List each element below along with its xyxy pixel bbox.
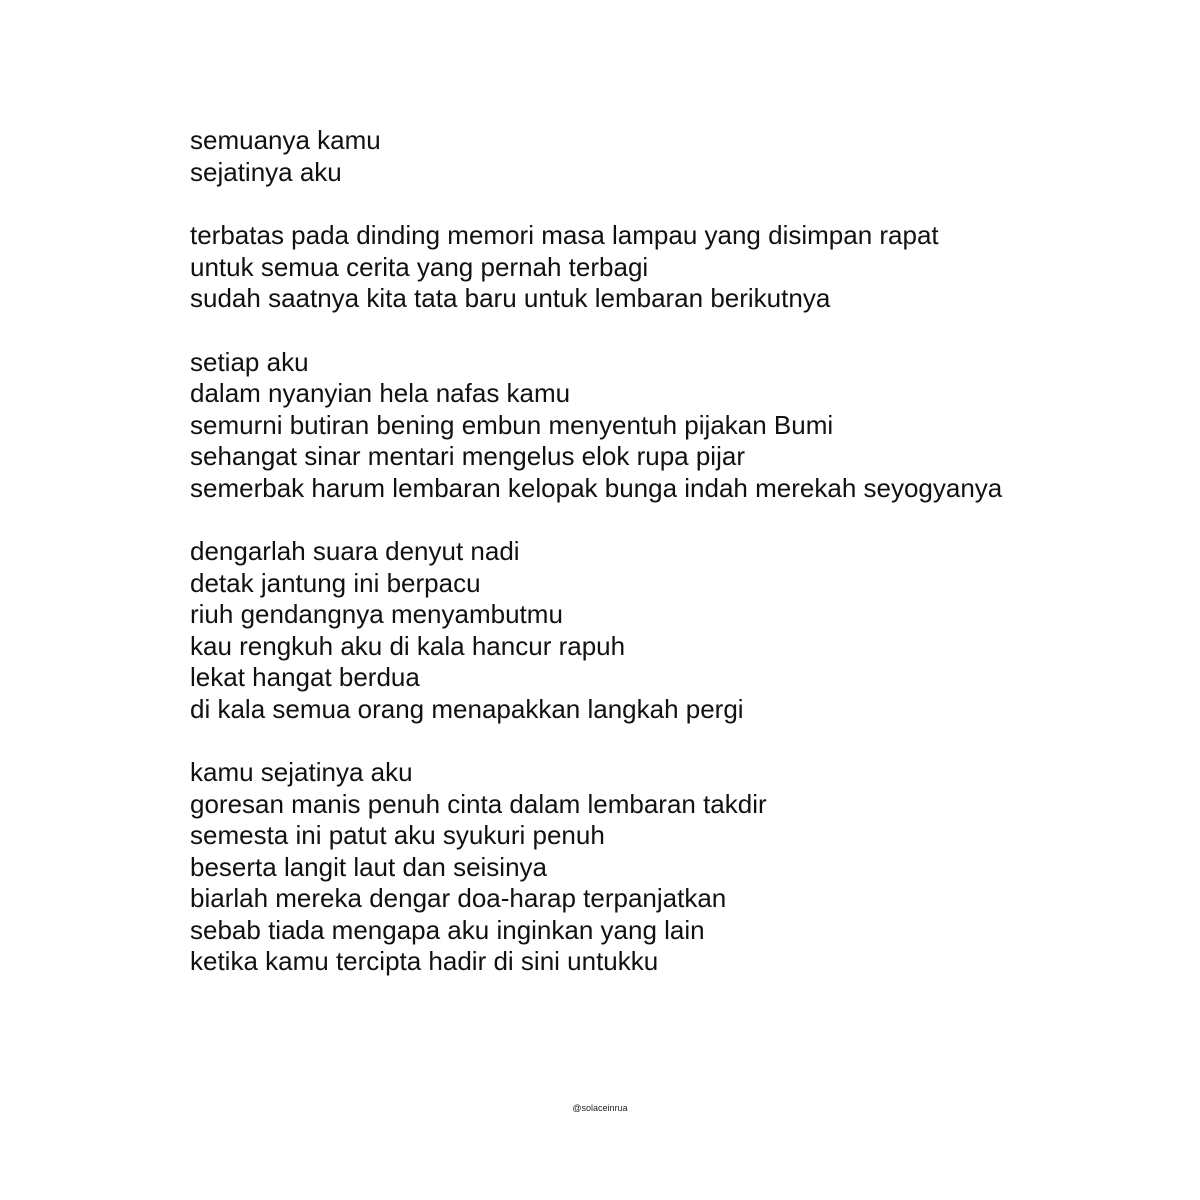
poem-line: beserta langit laut dan seisinya [190,851,548,882]
stanza-4 [190,536,1150,725]
stanza-1 [190,125,1150,188]
poem-line: dengarlah suara denyut nadi [190,536,520,566]
poem-line: semuanya kamu [190,125,381,155]
poem-line: terbatas pada dinding memori masa lampau yang disimpan rapat [190,220,939,250]
poem-line: sudah saatnya kita tata baru untuk lembaran berikutnya [190,283,831,313]
poem-line: semurni butiran bening embun menyentuh pijakan Bumi [190,409,834,440]
poem-line: untuk semua cerita yang pernah terbagi [190,251,649,282]
poem-line: sebab tiada mengapa aku inginkan yang lain [190,914,705,945]
poem-line: semesta ini patut aku syukuri penuh [190,820,605,850]
poem-line: sejatinya aku [190,156,342,187]
poem-line: kamu sejatinya aku [190,757,413,787]
poem-line: setiap aku [190,346,309,377]
stanza-5 [190,757,1150,978]
author-handle: @solaceinrua [572,1103,628,1113]
poem-line: semerbak harum lembaran kelopak bunga indah merekah seyogyanya [190,472,1003,503]
poem [190,125,1150,1010]
poem-line: dalam nyanyian hela nafas kamu [190,378,571,408]
poem-line: detak jantung ini berpacu [190,567,481,598]
poem-line: riuh gendangnya menyambutmu [190,599,563,629]
poem-line: sehangat sinar mentari mengelus elok rupa pijar [190,441,745,471]
poem-line: kau rengkuh aku di kala hancur rapuh [190,630,626,661]
poem-line: di kala semua orang menapakkan langkah pergi [190,693,744,724]
poem-line: biarlah mereka dengar doa-harap terpanjatkan [190,883,727,913]
poem-line: goresan manis penuh cinta dalam lembaran takdir [190,788,767,819]
poem-line: lekat hangat berdua [190,662,420,692]
stanza-2 [190,220,1150,315]
stanza-3 [190,347,1150,505]
poem-line: ketika kamu tercipta hadir di sini untukku [190,946,659,976]
